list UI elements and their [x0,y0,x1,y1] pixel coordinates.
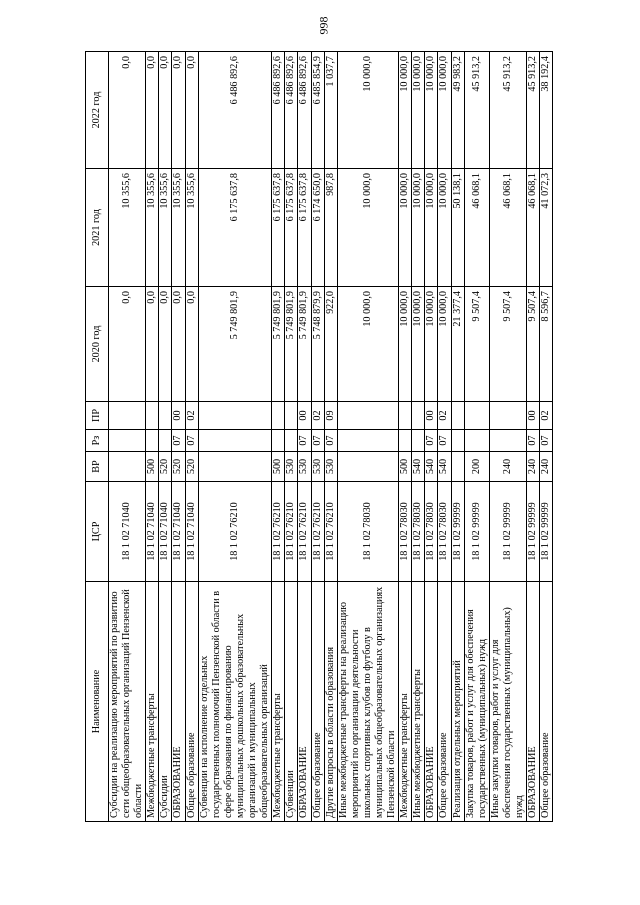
cell-2020: 922,0 [324,287,337,402]
cell-2021: 6 175 637,8 [285,169,298,287]
cell-csr: 18 1 02 99999 [527,482,540,582]
cell-rz [109,430,146,452]
cell-2020: 5 749 801,9 [298,287,311,402]
table-row [412,52,425,822]
cell-name: Реализация отдельных мероприятий [451,582,464,822]
cell-rz [489,430,526,452]
header-name: Наименование [86,582,109,822]
table-row [146,52,159,822]
cell-2022: 10 000,0 [337,52,398,169]
cell-rz [198,430,272,452]
cell-csr: 18 1 02 78030 [425,482,438,582]
cell-2021: 10 355,6 [159,169,172,287]
cell-csr: 18 1 02 71040 [185,482,198,582]
table-row [399,52,412,822]
table-row [438,52,451,822]
cell-csr: 18 1 02 78030 [337,482,398,582]
cell-name: Субвенции на исполнение отдельных государственных полномочий Пензенской области в сфере образования по финансированию муниципальных дошкольных образовательных организаций и муниципальных общеобразовательных организаций [198,582,272,822]
header-2021: 2021 год [86,169,109,287]
cell-pr: 02 [185,402,198,430]
cell-rz: 07 [324,430,337,452]
cell-csr: 18 1 02 71040 [109,482,146,582]
cell-csr: 18 1 02 71040 [146,482,159,582]
cell-2022: 6 485 854,9 [311,52,324,169]
cell-vr [337,452,398,482]
cell-2020: 10 000,0 [337,287,398,402]
cell-rz [146,430,159,452]
cell-pr [412,402,425,430]
cell-pr [399,402,412,430]
cell-csr: 18 1 02 99999 [464,482,489,582]
cell-pr [285,402,298,430]
rotated-table-container [85,52,623,822]
cell-rz: 07 [527,430,540,452]
cell-pr [451,402,464,430]
cell-name: ОБРАЗОВАНИЕ [527,582,540,822]
cell-2022: 1 037,7 [324,52,337,169]
cell-2021: 10 000,0 [337,169,398,287]
cell-2022: 45 913,2 [489,52,526,169]
cell-2020: 21 377,4 [451,287,464,402]
cell-name: ОБРАЗОВАНИЕ [425,582,438,822]
cell-vr: 240 [527,452,540,482]
table-row [285,52,298,822]
cell-2022: 6 486 892,6 [285,52,298,169]
cell-2021: 10 000,0 [425,169,438,287]
cell-name: Закупка товаров, работ и услуг для обеспечения государственных (муниципальных) нужд [464,582,489,822]
cell-2022: 6 486 892,6 [272,52,285,169]
cell-rz [337,430,398,452]
cell-2022: 10 000,0 [399,52,412,169]
cell-csr: 18 1 02 76210 [311,482,324,582]
cell-rz [451,430,464,452]
cell-2022: 10 000,0 [438,52,451,169]
header-csr: ЦСР [86,482,109,582]
cell-2022: 10 000,0 [412,52,425,169]
cell-vr: 520 [159,452,172,482]
cell-2021: 10 000,0 [399,169,412,287]
cell-2022: 0,0 [109,52,146,169]
cell-2022: 0,0 [185,52,198,169]
cell-2021: 10 355,6 [185,169,198,287]
table-row [198,52,272,822]
table-row [311,52,324,822]
cell-csr: 18 1 02 76210 [324,482,337,582]
cell-csr: 18 1 02 99999 [540,482,553,582]
cell-name: Общее образование [540,582,553,822]
cell-vr [109,452,146,482]
cell-rz: 07 [540,430,553,452]
cell-vr: 530 [324,452,337,482]
cell-name: Общее образование [311,582,324,822]
cell-rz [285,430,298,452]
cell-2022: 0,0 [159,52,172,169]
cell-2020: 5 749 801,9 [272,287,285,402]
budget-table [85,51,553,822]
cell-pr: 00 [425,402,438,430]
cell-2021: 10 000,0 [438,169,451,287]
table-row [425,52,438,822]
cell-2020: 0,0 [185,287,198,402]
cell-vr: 530 [285,452,298,482]
cell-csr: 18 1 02 76210 [198,482,272,582]
cell-rz: 07 [425,430,438,452]
cell-csr: 18 1 02 76210 [285,482,298,582]
table-row [298,52,311,822]
table-row [464,52,489,822]
table-row [527,52,540,822]
cell-rz: 07 [438,430,451,452]
cell-2021: 10 355,6 [146,169,159,287]
cell-rz: 07 [311,430,324,452]
cell-2022: 0,0 [172,52,185,169]
cell-csr: 18 1 02 78030 [438,482,451,582]
header-pr: ПР [86,402,109,430]
header-2020: 2020 год [86,287,109,402]
cell-2020: 10 000,0 [399,287,412,402]
cell-2021: 6 174 650,0 [311,169,324,287]
cell-2022: 45 913,2 [527,52,540,169]
cell-2020: 8 596,7 [540,287,553,402]
cell-2020: 9 507,4 [527,287,540,402]
cell-rz [159,430,172,452]
cell-vr: 240 [540,452,553,482]
cell-pr [198,402,272,430]
cell-vr: 500 [399,452,412,482]
table-row [159,52,172,822]
cell-pr: 02 [311,402,324,430]
cell-name: Иные межбюджетные трансферты [412,582,425,822]
cell-2020: 0,0 [109,287,146,402]
cell-name: Межбюджетные трансферты [146,582,159,822]
cell-2022: 38 192,4 [540,52,553,169]
cell-rz [412,430,425,452]
table-row [540,52,553,822]
cell-vr: 500 [272,452,285,482]
cell-csr: 18 1 02 76210 [298,482,311,582]
cell-2022: 6 486 892,6 [198,52,272,169]
cell-pr: 00 [527,402,540,430]
header-rz: Рз [86,430,109,452]
cell-pr: 02 [540,402,553,430]
cell-name: Межбюджетные трансферты [272,582,285,822]
cell-pr [159,402,172,430]
table-row [172,52,185,822]
cell-pr: 02 [438,402,451,430]
cell-pr [109,402,146,430]
table-row [109,52,146,822]
cell-rz: 07 [298,430,311,452]
cell-2022: 49 983,2 [451,52,464,169]
header-2022: 2022 год [86,52,109,169]
cell-2020: 9 507,4 [489,287,526,402]
cell-2020: 10 000,0 [425,287,438,402]
cell-2020: 0,0 [172,287,185,402]
cell-rz: 07 [185,430,198,452]
cell-name: Иные межбюджетные трансферты на реализацию мероприятий по организации деятельности школьных спортивных клубов по футболу в муниципальных общеобразовательных организациях Пензенской области [337,582,398,822]
cell-vr [451,452,464,482]
cell-vr: 200 [464,452,489,482]
cell-2022: 0,0 [146,52,159,169]
cell-pr [337,402,398,430]
cell-2022: 45 913,2 [464,52,489,169]
cell-vr: 520 [185,452,198,482]
cell-pr: 09 [324,402,337,430]
cell-csr: 18 1 02 71040 [172,482,185,582]
cell-rz: 07 [172,430,185,452]
cell-name: Общее образование [438,582,451,822]
cell-csr: 18 1 02 99999 [451,482,464,582]
cell-name: Субсидии на реализацию мероприятий по развитию сети общеобразовательных организаций Пензенской области [109,582,146,822]
cell-2021: 10 355,6 [172,169,185,287]
cell-vr: 540 [412,452,425,482]
cell-2020: 10 000,0 [438,287,451,402]
cell-2020: 9 507,4 [464,287,489,402]
cell-2020: 5 749 801,9 [198,287,272,402]
cell-2021: 46 068,1 [464,169,489,287]
cell-name: ОБРАЗОВАНИЕ [172,582,185,822]
cell-2021: 6 175 637,8 [198,169,272,287]
cell-2022: 6 486 892,6 [298,52,311,169]
cell-name: Иные закупки товаров, работ и услуг для обеспечения государственных (муниципальных) нужд [489,582,526,822]
cell-2020: 0,0 [159,287,172,402]
cell-csr: 18 1 02 78030 [399,482,412,582]
cell-vr: 530 [311,452,324,482]
page-number: 998 [316,16,331,35]
table-row [489,52,526,822]
cell-2021: 10 000,0 [412,169,425,287]
cell-pr [464,402,489,430]
cell-pr [146,402,159,430]
cell-vr: 530 [298,452,311,482]
cell-rz [272,430,285,452]
cell-name: ОБРАЗОВАНИЕ [298,582,311,822]
cell-pr [489,402,526,430]
table-header-row [86,52,109,822]
cell-2021: 46 068,1 [527,169,540,287]
cell-rz [399,430,412,452]
cell-vr: 500 [146,452,159,482]
cell-2020: 5 748 879,9 [311,287,324,402]
cell-2021: 10 355,6 [109,169,146,287]
cell-name: Субсидии [159,582,172,822]
table-row [185,52,198,822]
cell-name: Другие вопросы в области образования [324,582,337,822]
cell-vr: 540 [438,452,451,482]
cell-vr: 240 [489,452,526,482]
cell-2021: 6 175 637,8 [298,169,311,287]
cell-2021: 46 068,1 [489,169,526,287]
cell-2021: 41 072,3 [540,169,553,287]
cell-pr [272,402,285,430]
cell-2020: 0,0 [146,287,159,402]
table-row [451,52,464,822]
cell-csr: 18 1 02 76210 [272,482,285,582]
header-vr: ВР [86,452,109,482]
cell-2020: 5 749 801,9 [285,287,298,402]
cell-name: Субвенции [285,582,298,822]
table-row [324,52,337,822]
cell-2022: 10 000,0 [425,52,438,169]
cell-pr: 00 [172,402,185,430]
cell-name: Межбюджетные трансферты [399,582,412,822]
cell-vr [198,452,272,482]
cell-vr: 520 [172,452,185,482]
cell-2021: 50 138,1 [451,169,464,287]
cell-2021: 6 175 637,8 [272,169,285,287]
cell-vr: 540 [425,452,438,482]
table-body [109,52,553,822]
cell-name: Общее образование [185,582,198,822]
cell-2021: 987,8 [324,169,337,287]
cell-csr: 18 1 02 99999 [489,482,526,582]
table-row [337,52,398,822]
cell-rz [464,430,489,452]
table-row [272,52,285,822]
cell-csr: 18 1 02 71040 [159,482,172,582]
cell-2020: 10 000,0 [412,287,425,402]
cell-pr: 00 [298,402,311,430]
cell-csr: 18 1 02 78030 [412,482,425,582]
